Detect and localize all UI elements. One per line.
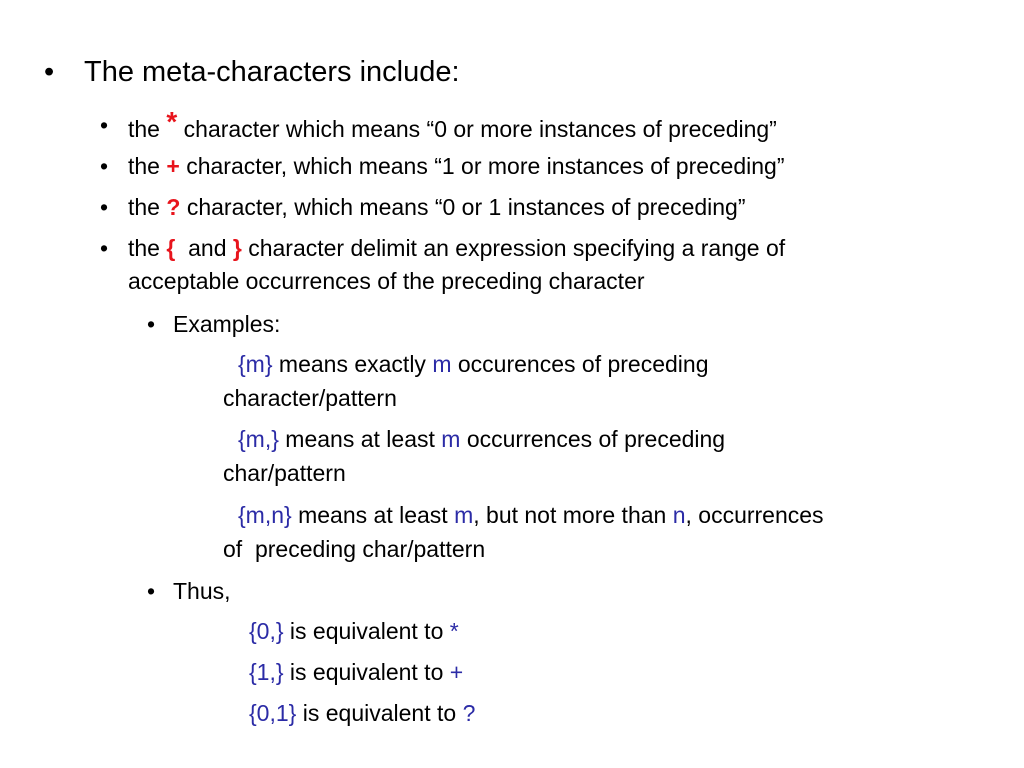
examples-label: Examples:	[173, 311, 281, 337]
bullet-marker: •	[100, 194, 109, 220]
equivalence-text: is equivalent to	[283, 659, 450, 685]
slide-heading: The meta-characters include:	[84, 56, 460, 88]
item-prefix: the	[128, 194, 160, 220]
item-text: character, which means “1 or more instances of preceding”	[179, 153, 785, 179]
item-prefix: the	[128, 116, 160, 142]
item-text: character which means “0 or more instances of preceding”	[177, 116, 777, 142]
asterisk-symbol: *	[166, 106, 178, 137]
plus-symbol: +	[449, 659, 464, 685]
item-text: character, which means “0 or 1 instances of preceding”	[180, 194, 746, 220]
variable-token: m	[454, 502, 474, 528]
list-item-star	[128, 106, 777, 144]
code-token: {m,}	[238, 426, 279, 452]
example-row	[238, 351, 709, 378]
item-text-continued: acceptable occurrences of the preceding character	[128, 268, 645, 294]
item-prefix: the	[128, 235, 160, 261]
item-text: character delimit an expression specifying a range of	[241, 235, 786, 261]
item-connector: and	[175, 235, 227, 261]
variable-token: n	[672, 502, 686, 528]
equivalence-text: is equivalent to	[296, 700, 463, 726]
variable-token: m	[441, 426, 461, 452]
example-text-continued: of preceding char/pattern	[223, 536, 486, 562]
example-row	[238, 426, 725, 453]
example-text: , but not more than	[473, 502, 673, 528]
list-item-question	[128, 194, 746, 221]
equivalence-row	[249, 659, 463, 686]
code-token: {0,}	[249, 618, 284, 644]
thus-label: Thus,	[173, 578, 231, 604]
item-prefix: the	[128, 153, 160, 179]
asterisk-symbol: *	[449, 618, 459, 644]
bullet-marker: •	[100, 235, 109, 261]
bullet-marker: •	[147, 578, 156, 604]
bullet-marker: •	[44, 56, 55, 88]
open-brace-symbol: {	[166, 235, 176, 261]
bullet-marker: •	[100, 153, 109, 179]
bullet-marker: •	[147, 311, 156, 337]
equivalence-row	[249, 618, 459, 645]
equivalence-text: is equivalent to	[283, 618, 450, 644]
example-text-continued: character/pattern	[223, 385, 397, 411]
example-text: occurences of preceding	[451, 351, 709, 377]
list-item-braces	[128, 235, 785, 262]
example-text: , occurrences	[685, 502, 824, 528]
bullet-marker: •	[100, 112, 109, 138]
equivalence-row	[249, 700, 475, 727]
example-text: means at least	[278, 426, 442, 452]
plus-symbol: +	[166, 153, 180, 179]
close-brace-symbol: }	[232, 235, 242, 261]
code-token: {m,n}	[238, 502, 292, 528]
example-row	[238, 502, 824, 529]
code-token: {0,1}	[249, 700, 297, 726]
example-text: means exactly	[272, 351, 433, 377]
example-text: occurrences of preceding	[460, 426, 726, 452]
question-symbol: ?	[462, 700, 476, 726]
example-text: means at least	[291, 502, 455, 528]
question-symbol: ?	[166, 194, 181, 220]
code-token: {m}	[238, 351, 273, 377]
list-item-plus	[128, 153, 784, 180]
variable-token: m	[432, 351, 452, 377]
code-token: {1,}	[249, 659, 284, 685]
example-text-continued: char/pattern	[223, 460, 346, 486]
